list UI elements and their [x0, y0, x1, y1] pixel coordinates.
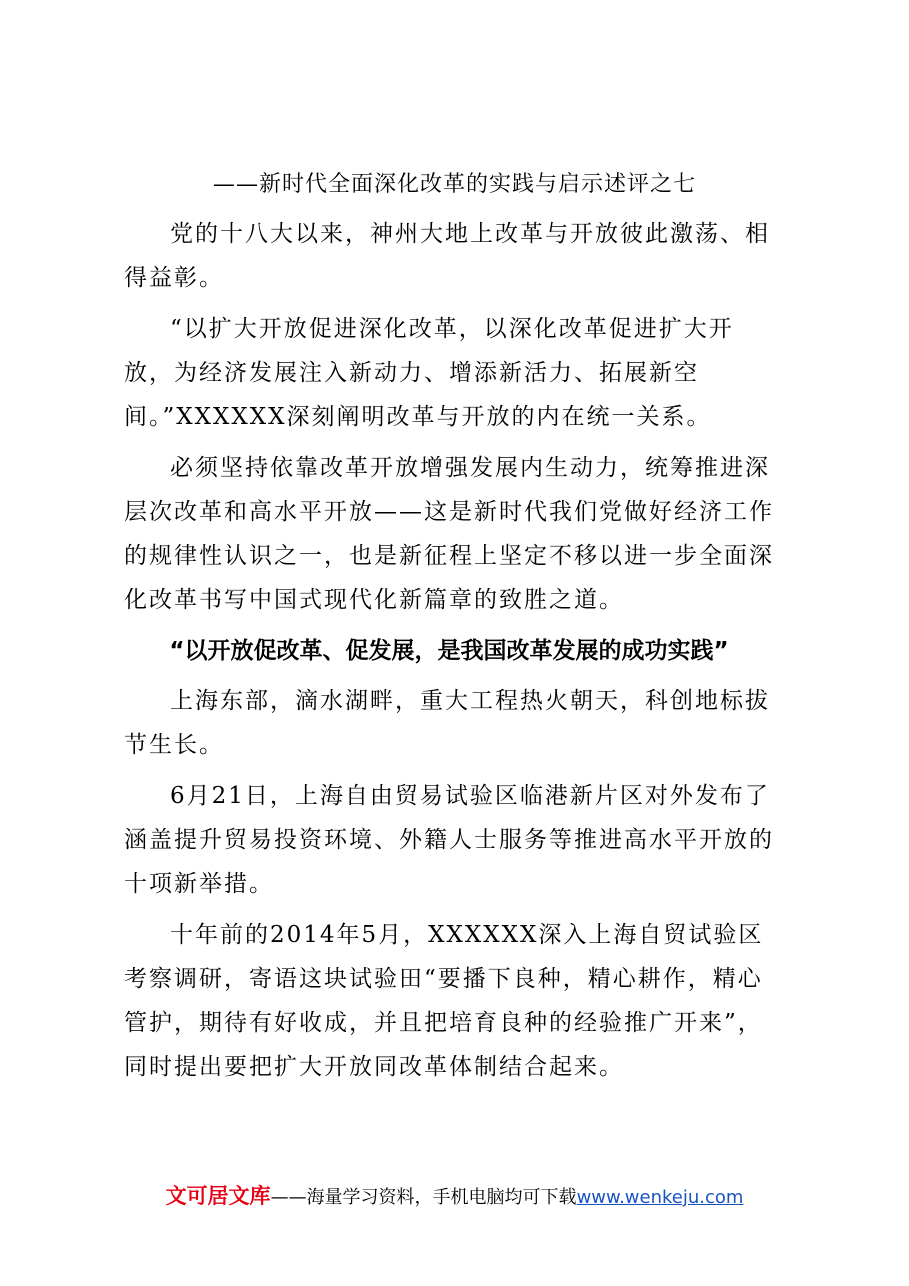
paragraph-6: 十年前的2014年5月，XXXXXX深入上海自贸试验区考察调研，寄语这块试验田“要播下良种，精心耕作，精心管护，期待有好收成，并且把培育良种的经验推广开来”，同时提出要把扩大开放同改革体制结合起来。 [124, 922, 764, 1080]
footer-url-link[interactable]: www.wenkeju.com [576, 1187, 744, 1208]
footer-slogan: ——海量学习资料，手机电脑均可下载 [270, 1187, 577, 1208]
paragraph-3: 必须坚持依靠改革开放增强发展内生动力，统筹推进深层次改革和高水平开放——这是新时代我们党做好经济工作的规律性认识之一，也是新征程上坚定不移以进一步全面深化改革书写中国式现代化新篇章的致胜之道。 [124, 455, 774, 613]
section-heading: “以开放促改革、促发展，是我国改革发展的成功实践” [169, 638, 729, 664]
paragraph-5: 6月21日，上海自由贸易试验区临港新片区对外发布了涵盖提升贸易投资环境、外籍人士服务等推进高水平开放的十项新举措。 [124, 783, 774, 897]
footer-banner [0, 1182, 909, 1212]
paragraph-1: 党的十八大以来，神州大地上改革与开放彼此激荡、相得益彰。 [124, 221, 770, 291]
footer-brand: 文可居文库 [165, 1184, 271, 1208]
subtitle: ——新时代全面深化改革的实践与启示述评之七 [212, 172, 696, 197]
article-body [124, 212, 782, 1096]
paragraph-2: “以扩大开放促进深化改革，以深化改革促进扩大开放，为经济发展注入新动力、增添新活力、拓展新空间。”XXXXXX深刻阐明改革与开放的内在统一关系。 [124, 316, 734, 430]
paragraph-4: 上海东部，滴水湖畔，重大工程热火朝天，科创地标拔节生长。 [124, 688, 770, 758]
